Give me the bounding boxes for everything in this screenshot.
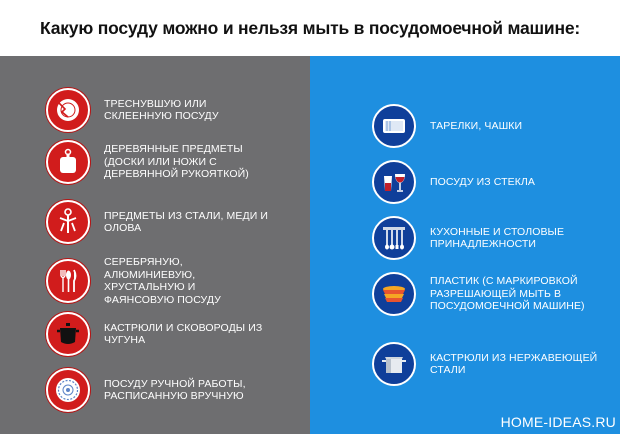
item-label: КАСТРЮЛИ ИЗ НЕРЖАВЕЮЩЕЙ СТАЛИ <box>430 351 598 376</box>
list-item <box>372 216 610 260</box>
steel-pot-icon <box>372 342 416 386</box>
item-label: ТАРЕЛКИ, ЧАШКИ <box>430 119 523 132</box>
utensils-icon <box>372 216 416 260</box>
item-label: КУХОННЫЕ И СТОЛОВЫЕ ПРИНАДЛЕЖНОСТИ <box>430 225 565 250</box>
cast-iron-pot-icon <box>46 312 90 356</box>
list-item <box>46 88 264 132</box>
item-label: ПРЕДМЕТЫ ИЗ СТАЛИ, МЕДИ И ОЛОВА <box>104 209 269 234</box>
list-item <box>372 342 610 386</box>
cutting-board-icon <box>46 140 90 184</box>
list-item <box>372 104 610 148</box>
list-item <box>372 272 610 316</box>
not-allowed-panel <box>0 56 310 434</box>
page-title: Какую посуду можно и нельзя мыть в посудомоечной машине: <box>40 17 580 38</box>
allowed-panel <box>310 56 620 434</box>
item-label: ПЛАСТИК (С МАРКИРОВКОЙ РАЗРЕШАЮЩЕЙ МЫТЬ В ПОСУДОМОЕЧНОЙ МАШИНЕ) <box>430 275 585 313</box>
cracked-plate-icon <box>46 88 90 132</box>
list-item <box>46 368 284 412</box>
item-label: ДЕРЕВЯННЫЕ ПРЕДМЕТЫ (ДОСКИ ИЛИ НОЖИ С ДЕРЕВЯННОЙ РУКОЯТКОЙ) <box>104 143 249 181</box>
item-label: КАСТРЮЛИ И СКОВОРОДЫ ИЗ ЧУГУНА <box>104 321 263 346</box>
glasses-icon <box>372 160 416 204</box>
corkscrew-icon <box>46 200 90 244</box>
plastic-bowls-icon <box>372 272 416 316</box>
watermark: HOME-IDEAS.RU <box>500 414 616 430</box>
list-item <box>46 140 284 184</box>
list-item <box>372 160 610 204</box>
plates-icon <box>372 104 416 148</box>
list-item <box>46 312 284 356</box>
list-item <box>46 256 254 306</box>
cutlery-icon <box>46 259 90 303</box>
list-item <box>46 200 284 244</box>
item-label: ПОСУДУ РУЧНОЙ РАБОТЫ, РАСПИСАННУЮ ВРУЧНУЮ <box>104 377 246 402</box>
painted-plate-icon <box>46 368 90 412</box>
item-label: ТРЕСНУВШУЮ ИЛИ СКЛЕЕННУЮ ПОСУДУ <box>104 97 219 122</box>
item-label: ПОСУДУ ИЗ СТЕКЛА <box>430 175 536 188</box>
item-label: СЕРЕБРЯНУЮ, АЛЮМИНИЕВУЮ, ХРУСТАЛЬНУЮ И ФАЯНСОВУЮ ПОСУДУ <box>104 256 221 306</box>
